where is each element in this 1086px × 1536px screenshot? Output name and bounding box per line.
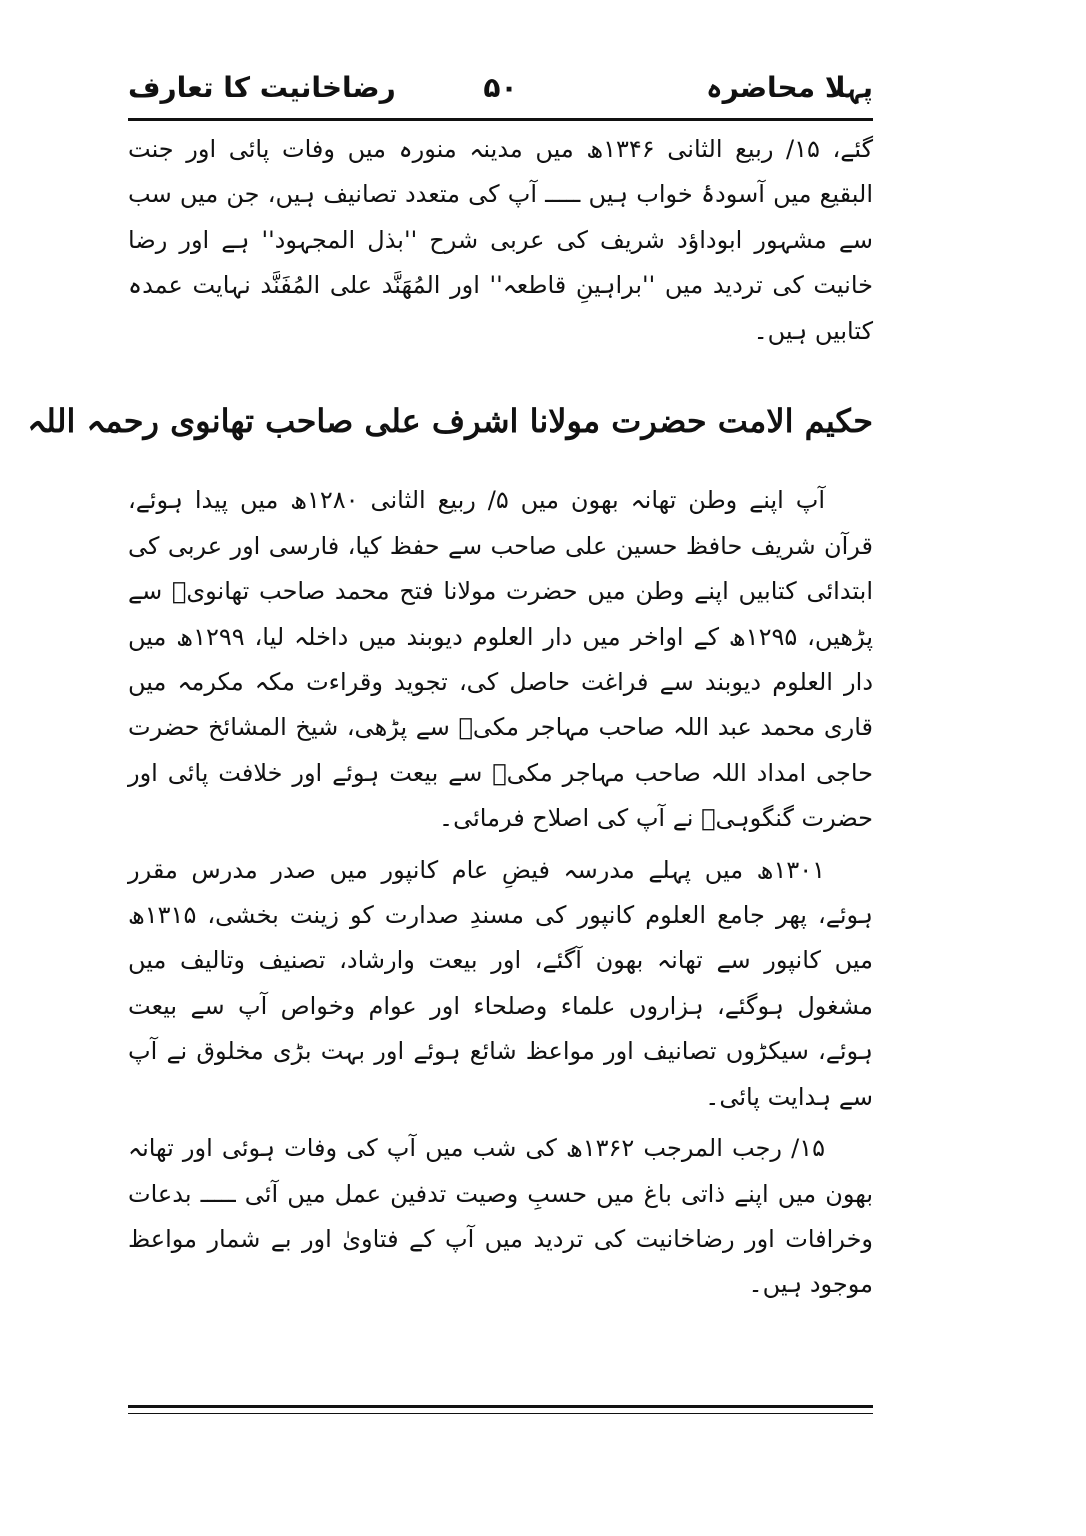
header-rule: [128, 118, 873, 121]
intro-paragraph: گئے، ۱۵/ ربیع الثانی ۱۳۴۶ھ میں مدینہ منورہ میں وفات پائی اور جنت البقیع میں آسودۂ خواب ہیں ـــــ آپ کی متعدد تصانیف ہیں، جن میں سب سے مشہور ابوداؤد شریف کی عربی شرح ''بذل المجہود'' ہے اور رضا خانیت کی تردید میں ''براہینِ قاطعہ'' اور المُهَنَّد علی المُفَنَّد نہایت عمدہ کتابیں ہیں۔: [128, 135, 873, 345]
footer-rule-thin: [128, 1413, 873, 1414]
chapter-title: پہلا محاضرہ: [706, 71, 873, 104]
biography-paragraph-1: آپ اپنے وطن تھانہ بھون میں ۵/ ربیع الثانی ۱۲۸۰ھ میں پیدا ہوئے، قرآن شریف حافظ حسین علی صاحب سے حفظ کیا، فارسی اور عربی کی ابتدائی کتابیں اپنے وطن میں حضرت مولانا فتح محمد صاحب تھانویؒ سے پڑھیں، ۱۲۹۵ھ کے اواخر میں دار العلوم دیوبند میں داخلہ لیا، ۱۲۹۹ھ میں دار العلوم دیوبند سے فراغت حاصل کی، تجوید وقراءت مکہ مکرمہ میں قاری محمد عبد اللہ صاحب مہاجر مکیؒ سے پڑھی، شیخ المشائخ حضرت حاجی امداد اللہ صاحب مہاجر مکیؒ سے بیعت ہوئے اور خلافت پائی اور حضرت گنگوہیؒ نے آپ کی اصلاح فرمائی۔: [128, 486, 873, 833]
book-page: [27, 58, 873, 1458]
biography-paragraph-3: ۱۵/ رجب المرجب ۱۳۶۲ھ کی شب میں آپ کی وفات ہوئی اور تھانہ بھون میں اپنے ذاتی باغ میں حسبِ وصیت تدفین عمل میں آئی ـــــ بدعات وخرافات اور رضاخانیت کی تردید میں آپ کے فتاویٰ اور بے شمار مواعظ موجود ہیں۔: [128, 1134, 873, 1299]
book-title: رضاخانیت کا تعارف: [128, 71, 396, 104]
biography-paragraph-2: ۱۳۰۱ھ میں پہلے مدرسہ فیضِ عام کانپور میں صدر مدرس مقرر ہوئے، پھر جامع العلوم کانپور کی مسندِ صدارت کو زینت بخشی، ۱۳۱۵ھ میں کانپور سے تھانہ بھون آگئے، اور بیعت وارشاد، تصنیف وتالیف میں مشغول ہوگئے، ہزاروں علماء وصلحاء اور عوام وخواص آپ سے بیعت ہوئے، سیکڑوں تصانیف اور مواعظ شائع ہوئے اور بہت بڑی مخلوق نے آپ سے ہدایت پائی۔: [128, 855, 873, 1111]
section-heading: حکیم الامت حضرت مولانا اشرف علی صاحب تھانوی رحمہ اللہ: [27, 402, 873, 441]
running-header: [128, 58, 873, 118]
footer-rule: [128, 1405, 873, 1408]
page-number: ۵۰: [483, 71, 518, 104]
